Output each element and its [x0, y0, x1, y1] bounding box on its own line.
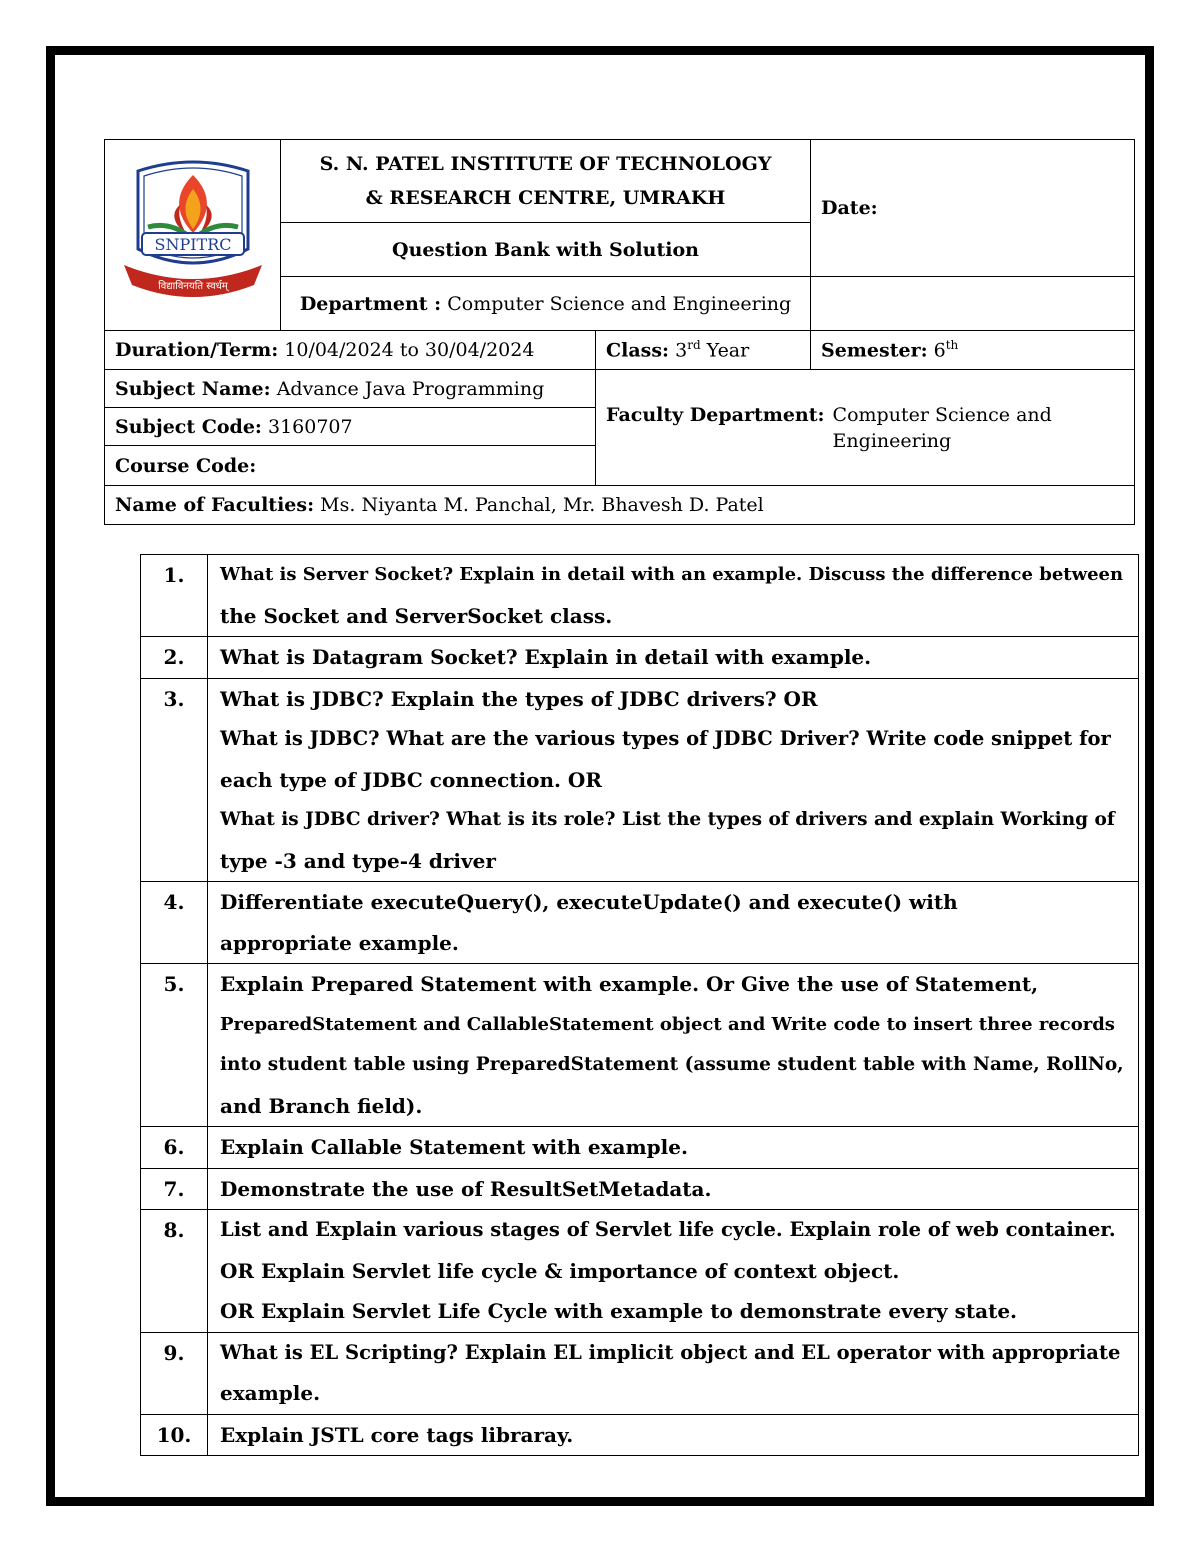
question-row — [141, 555, 1139, 637]
class-number: 3 — [675, 339, 688, 362]
question-text — [208, 964, 1139, 1127]
question-text — [208, 1332, 1139, 1414]
date-cell — [811, 140, 1135, 277]
subject-name-value: Advance Java Programming — [276, 377, 545, 400]
question-number: 8. — [141, 1210, 208, 1333]
question-text — [208, 1210, 1139, 1333]
question-text — [208, 1414, 1139, 1456]
subject-name-cell — [105, 370, 596, 408]
question-text — [208, 1168, 1139, 1210]
faculty-department-cell — [596, 370, 1135, 486]
question-row — [141, 1127, 1139, 1169]
faculties-cell — [105, 486, 1135, 525]
logo-motto: विद्याविनयति स्वर्धम् — [157, 280, 228, 292]
question-line: each type of JDBC connection. OR — [220, 767, 602, 792]
question-line: What is Server Socket? Explain in detail with an example. Discuss the difference between — [220, 564, 1124, 585]
document-title: Question Bank with Solution — [281, 223, 811, 277]
question-number: 6. — [141, 1127, 208, 1169]
course-code-label: Course Code: — [115, 454, 257, 477]
question-row — [141, 964, 1139, 1127]
question-line: the Socket and ServerSocket class. — [220, 603, 613, 628]
question-number: 5. — [141, 964, 208, 1127]
header-table — [104, 139, 1135, 525]
question-line: What is JDBC driver? What is its role? List the types of drivers and explain Working of — [220, 809, 1115, 830]
question-text — [208, 678, 1139, 882]
question-text — [208, 637, 1139, 679]
question-line: Explain JSTL core tags libraray. — [220, 1422, 574, 1447]
question-line: What is JDBC? Explain the types of JDBC drivers? OR — [220, 686, 818, 711]
question-line: OR Explain Servlet Life Cycle with example to demonstrate every state. — [220, 1299, 1018, 1323]
question-row — [141, 1332, 1139, 1414]
subject-code-label: Subject Code: — [115, 415, 262, 438]
class-cell — [596, 331, 811, 370]
question-row — [141, 678, 1139, 882]
department-label: Department : — [299, 292, 442, 315]
question-line: example. — [220, 1381, 321, 1405]
duration-cell — [105, 331, 596, 370]
question-text — [208, 1127, 1139, 1169]
question-number: 9. — [141, 1332, 208, 1414]
question-line: Differentiate executeQuery(), executeUpdate() and execute() with — [220, 890, 958, 914]
question-number: 10. — [141, 1414, 208, 1456]
question-number: 7. — [141, 1168, 208, 1210]
question-row — [141, 1210, 1139, 1333]
question-line: PreparedStatement and CallableStatement object and Write code to insert three records — [220, 1013, 1115, 1035]
question-number: 1. — [141, 555, 208, 637]
logo-cell — [105, 140, 281, 331]
faculties-label: Name of Faculties: — [115, 494, 315, 516]
date-cell-lower — [811, 277, 1135, 331]
question-line: Demonstrate the use of ResultSetMetadata. — [220, 1176, 712, 1201]
question-line: OR Explain Servlet life cycle & importance of context object. — [220, 1258, 900, 1283]
class-label: Class: — [606, 339, 670, 362]
question-line: into student table using PreparedStatement (assume student table with Name, RollNo, — [220, 1054, 1124, 1075]
class-year: Year — [706, 339, 750, 362]
subject-code-cell — [105, 408, 596, 446]
class-suffix: rd — [687, 338, 701, 353]
faculty-department-label: Faculty Department: — [606, 403, 825, 426]
question-line: What is EL Scripting? Explain EL implicit object and EL operator with appropriate — [220, 1340, 1121, 1364]
department-row — [281, 277, 811, 331]
snpitrc-logo-icon — [118, 153, 268, 313]
question-line: What is Datagram Socket? Explain in detail with example. — [220, 645, 872, 669]
question-row — [141, 637, 1139, 679]
question-row — [141, 1414, 1139, 1456]
question-line: Explain Callable Statement with example. — [220, 1135, 688, 1159]
logo-text: SNPITRC — [153, 234, 232, 254]
faculties-value: Ms. Niyanta M. Panchal, Mr. Bhavesh D. Patel — [320, 494, 764, 516]
faculty-department-line-2: Engineering — [832, 429, 952, 452]
subject-code-value: 3160707 — [267, 415, 353, 438]
duration-value: 10/04/2024 to 30/04/2024 — [284, 339, 535, 361]
semester-number: 6 — [933, 339, 946, 362]
course-code-cell — [105, 446, 596, 486]
institute-line-2: & RESEARCH CENTRE, UMRAKH — [365, 187, 726, 209]
question-line: Explain Prepared Statement with example. Or Give the use of Statement, — [220, 972, 1039, 996]
question-text — [208, 555, 1139, 637]
institute-line-1: S. N. PATEL INSTITUTE OF TECHNOLOGY — [319, 153, 772, 175]
question-number: 4. — [141, 882, 208, 964]
question-text — [208, 882, 1139, 964]
question-number: 2. — [141, 637, 208, 679]
question-row — [141, 882, 1139, 964]
date-label: Date: — [821, 197, 878, 219]
semester-cell — [811, 331, 1135, 370]
semester-suffix: th — [945, 338, 959, 353]
question-row — [141, 1168, 1139, 1210]
question-line: List and Explain various stages of Servlet life cycle. Explain role of web container. — [220, 1218, 1116, 1241]
question-line: type -3 and type-4 driver — [220, 848, 496, 873]
institute-name — [281, 140, 811, 223]
department-value: Computer Science and Engineering — [447, 292, 792, 315]
question-number: 3. — [141, 678, 208, 882]
question-line: and Branch field). — [220, 1093, 423, 1118]
faculty-department-line-1: Computer Science and — [832, 403, 1052, 426]
semester-label: Semester: — [821, 339, 928, 362]
questions-table — [140, 554, 1139, 1456]
question-line: appropriate example. — [220, 930, 459, 955]
subject-name-label: Subject Name: — [115, 377, 271, 400]
duration-label: Duration/Term: — [115, 339, 279, 361]
question-line: What is JDBC? What are the various types of JDBC Driver? Write code snippet for — [220, 727, 1111, 750]
